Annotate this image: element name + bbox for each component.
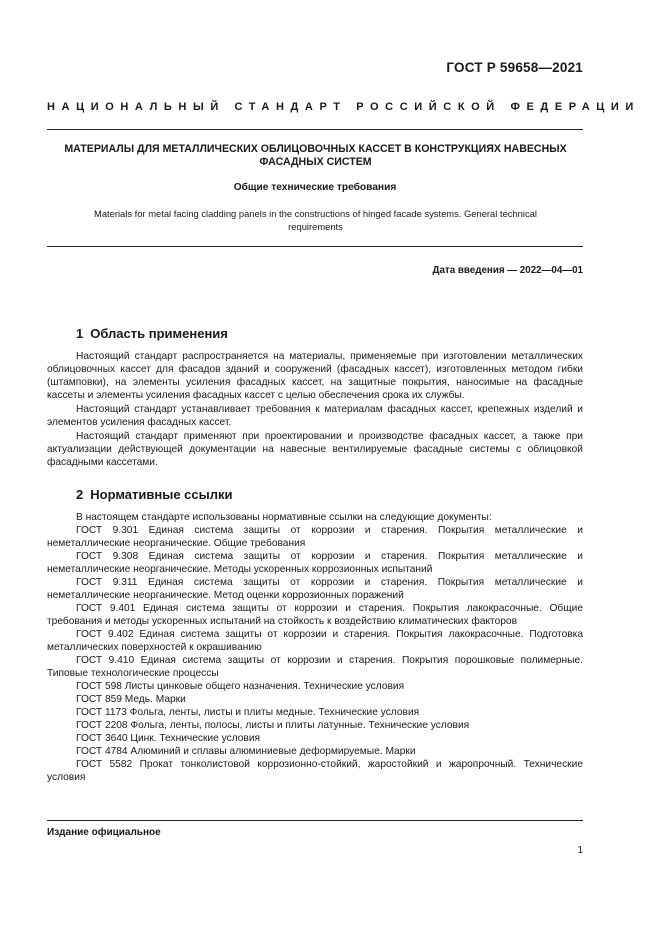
- reference-item: ГОСТ 2208 Фольга, ленты, полосы, листы и плиты латунные. Технические условия: [76, 720, 470, 731]
- document-title: МАТЕРИАЛЫ ДЛЯ МЕТАЛЛИЧЕСКИХ ОБЛИЦОВОЧНЫХ КАССЕТ В КОНСТРУКЦИЯХ НАВЕСНЫХ ФАСАДНЫХ СИСТЕМ: [64, 143, 567, 168]
- section-1-heading: [76, 326, 228, 341]
- reference-item: ГОСТ 9.308 Единая система защиты от коррозии и старения. Покрытия металлические и неметаллические неорганические. Методы ускоренных коррозионных испытаний: [47, 551, 583, 575]
- section-2-title: Нормативные ссылки: [90, 487, 233, 502]
- official-edition-label: Издание официальное: [47, 827, 161, 838]
- reference-item: ГОСТ 9.410 Единая система защиты от коррозии и старения. Покрытия порошковые полимерные. Типовые технологические процессы: [47, 655, 583, 679]
- gost-number: ГОСТ Р 59658—2021: [446, 60, 583, 75]
- section-1-paragraph: Настоящий стандарт распространяется на материалы, применяемые при изготовлении металлических облицовочных кассет для фасадов зданий и сооружений (фасадных кассет), изготовленных методом гибки (штамповки), на элементы усиления фасадных кассет, на защитные покрытия, наносимые на фасадные кассеты и элементы усиления фасадных кассет с целью обеспечения срока их службы.: [47, 351, 583, 401]
- top-divider: [47, 129, 583, 130]
- page-number: 1: [577, 845, 583, 856]
- normative-references-list: [47, 511, 583, 784]
- reference-item: ГОСТ 9.402 Единая система защиты от коррозии и старения. Покрытия лакокрасочные. Подготовка металлических поверхностей к окрашиванию: [47, 629, 583, 653]
- reference-item: ГОСТ 5582 Прокат тонколистовой коррозионно-стойкий, жаростойкий и жаропрочный. Технические условия: [47, 759, 583, 783]
- reference-item: ГОСТ 1173 Фольга, ленты, листы и плиты медные. Технические условия: [76, 707, 420, 718]
- english-title: Materials for metal facing cladding panels in the constructions of hinged facade systems. General technical requirements: [94, 208, 537, 232]
- section-1-paragraph: Настоящий стандарт применяют при проектировании и производстве фасадных кассет, а также при актуализации действующей документации на навесные вентилируемые фасадные системы с облицовкой фасадными кассетами.: [47, 431, 583, 468]
- section-2-number: 2: [76, 487, 84, 502]
- reference-item: ГОСТ 598 Листы цинковые общего назначения. Технические условия: [76, 681, 405, 692]
- section-1-number: 1: [76, 326, 84, 341]
- title-divider: [47, 246, 583, 247]
- reference-item: ГОСТ 9.311 Единая система защиты от коррозии и старения. Покрытия металлические и неметаллические неорганические. Метод оценки коррозионных поражений: [47, 577, 583, 601]
- national-standard-label: НАЦИОНАЛЬНЫЙ СТАНДАРТ РОССИЙСКОЙ ФЕДЕРАЦИИ: [47, 101, 640, 113]
- reference-item: ГОСТ 859 Медь. Марки: [76, 694, 186, 705]
- introduction-date: Дата введения — 2022—04—01: [432, 265, 583, 276]
- reference-item: ГОСТ 9.401 Единая система защиты от коррозии и старения. Покрытия лакокрасочные. Общие требования и методы ускоренных испытаний на стойкость к воздействию климатических факторов: [47, 603, 583, 627]
- reference-item: ГОСТ 9.301 Единая система защиты от коррозии и старения. Покрытия металлические и неметаллические неорганические. Общие требования: [47, 525, 583, 549]
- section-1-title: Область применения: [90, 326, 228, 341]
- references-intro: В настоящем стандарте использованы нормативные ссылки на следующие документы:: [76, 512, 492, 523]
- reference-item: ГОСТ 3640 Цинк. Технические условия: [76, 733, 261, 744]
- footer-divider: [47, 820, 583, 821]
- document-subtitle: Общие технические требования: [233, 182, 397, 193]
- section-1-paragraph: Настоящий стандарт устанавливает требования к материалам фасадных кассет, крепежных изделий и элементов усиления фасадных кассет.: [47, 404, 583, 428]
- reference-item: ГОСТ 4784 Алюминий и сплавы алюминиевые деформируемые. Марки: [76, 746, 416, 757]
- section-2-heading: [76, 487, 232, 502]
